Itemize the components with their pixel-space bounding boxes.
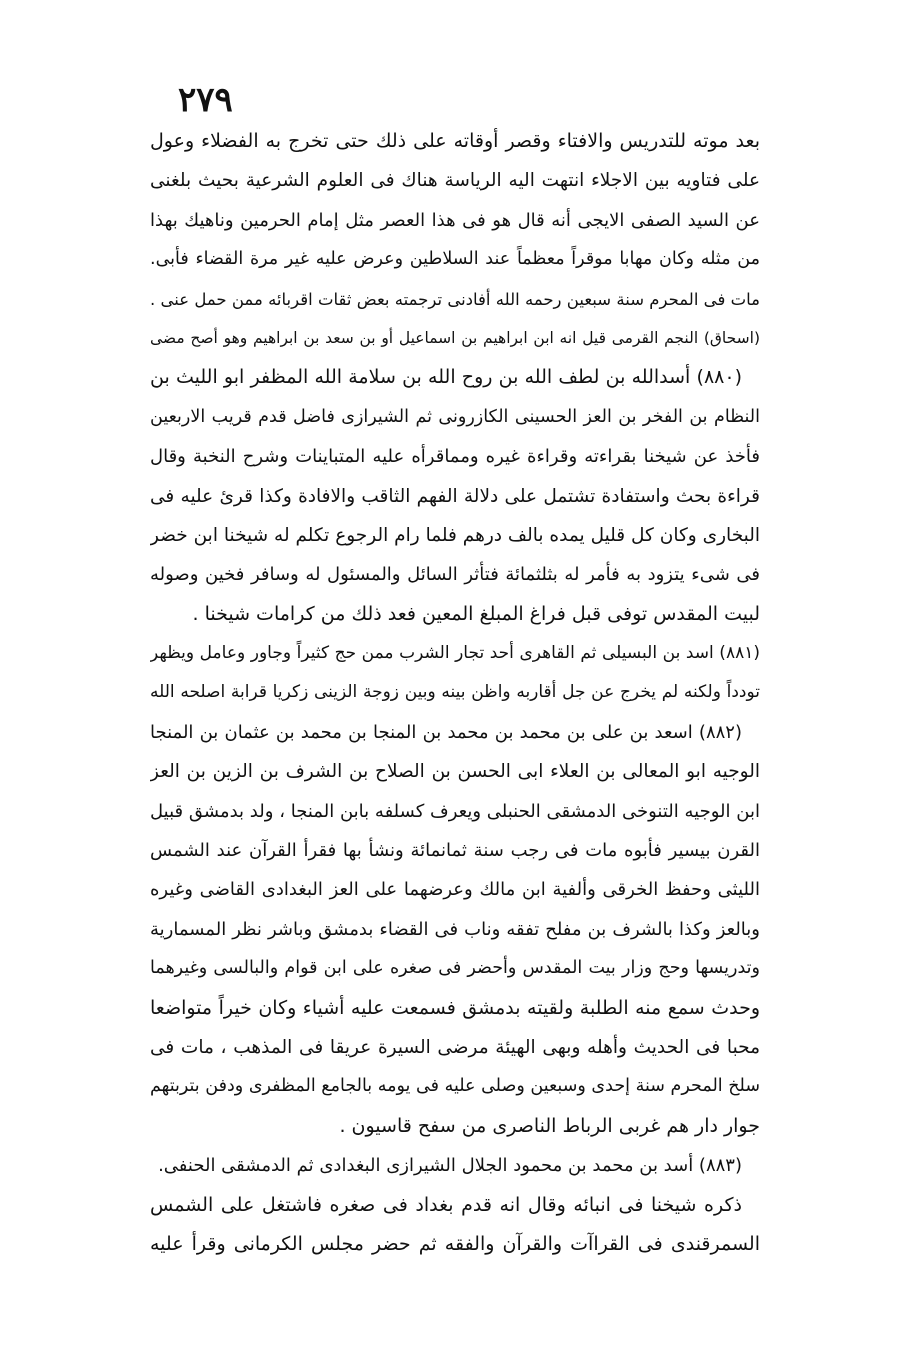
text-line: جوار دار هم غربى الرباط الناصرى من سفح قاسيون . (339, 1114, 760, 1137)
text-line: الوجيه ابو المعالى بن العلاء ابى الحسن بن الصلاح بن الشرف بن الزين بن العز (150, 761, 760, 783)
text-line: ابن الوجيه التنوخى الدمشقى الحنبلى ويعرف كسلفه بابن المنجا ، ولد بدمشق قبيل (150, 800, 760, 822)
text-line: ذكره شيخنا فى انبائه وقال انه قدم بغداد فى صغره فاشتغل على الشمس (150, 1193, 742, 1216)
text-line: محبا فى الحديث وأهله وبهى الهيئة مرضى السيرة عريقا فى المذهب ، مات فى (150, 1036, 760, 1058)
text-line: قراءة بحث واستفادة تشتمل على دلالة الفهم الثاقب والافادة وكذا قرئ عليه فى (150, 485, 760, 507)
text-line: بعد موته للتدريس والافتاء وقصر أوقاته على ذلك حتى تخرج به الفضلاء وعول (150, 130, 760, 152)
text-line: النظام بن الفخر بن العز الحسينى الكازرونى ثم الشيرازى فاضل قدم قريب الاربعين (150, 406, 760, 427)
text-line: وتدريسها وحج وزار بيت المقدس وأحضر فى صغره على ابن قوام والبالسى وغيرهما (150, 958, 760, 979)
text-line: القرن بيسير فأبوه مات فى رجب سنة ثمانمائة ونشأ بها فقرأ القرآن عند الشمس (150, 840, 760, 862)
text-line: من مثله وكان مهابا موقراً معظماً عند السلاطين وعرض عليه غير مرة القضاء فأبى. (150, 249, 760, 270)
text-line: (اسحاق) النجم القرمى قيل انه ابن ابراهيم بن اسماعيل أو بن سعد بن ابراهيم وهو أصح مضى (150, 328, 760, 347)
text-line: الليثى وحفظ الخرقى وألفية ابن مالك وعرضهما على العز البغدادى القاضى وغيره (150, 879, 760, 901)
text-line: فأخذ عن شيخنا بقراءته وقراءة غيره ومماقرأه عليه المتباينات وشرح النخبة وقال (150, 446, 760, 468)
entry-880-heading: (٨٨٠) أسدالله بن لطف الله بن روح الله بن سلامة الله المظفر ابو الليث بن (150, 366, 742, 389)
text-line: على فتاويه بين الاجلاء انتهت اليه الرياسة هناك فى العلوم الشرعية بحيث بلغنى (150, 170, 760, 192)
page-number: ٢٧٩ (178, 80, 233, 120)
text-line: البخارى وكان كل قليل يمده بالف درهم فلما رام الرجوع تكلم له شيخنا ابن خضر (150, 524, 760, 546)
text-line: سلخ المحرم سنة إحدى وسبعين وصلى عليه فى يومه بالجامع المظفرى ودفن بتربتهم (150, 1076, 760, 1097)
text-line: فى شىء يتزود به فأمر له بثلثمائة فتأثر السائل والمسئول له وسافر فخين وصوله (150, 564, 760, 586)
text-line: وحدث سمع منه الطلبة ولقيته بدمشق فسمعت عليه أشياء وكان خيراً متواضعا (150, 996, 760, 1019)
entry-881-heading: (٨٨١) اسد بن البسيلى ثم القاهرى أحد تجار الشرب ممن حج كثيراً وجاور وعامل ويظهر (150, 643, 760, 664)
text-line: عن السيد الصفى الايجى أنه قال هو فى هذا العصر مثل إمام الحرمين وناهيك بهذا (150, 209, 760, 231)
entry-882-heading: (٨٨٢) اسعد بن على بن محمد بن محمد بن المنجا بن محمد بن عثمان بن المنجا (150, 721, 742, 743)
text-line: السمرقندى فى القراآت والقرآن والفقه ثم حضر مجلس الكرمانى وقرأ عليه (150, 1232, 760, 1255)
text-line: تودداً ولكنه لم يخرج عن جل أقاربه واظن بينه وبين زوجة الزينى زكريا قرابة اصلحه الله (150, 682, 760, 703)
text-line: مات فى المحرم سنة سبعين رحمه الله أفادنى ترجمته بعض ثقات اقربائه ممن حمل عنى . (150, 289, 760, 309)
text-line: لبيت المقدس توفى قبل فراغ المبلغ المعين فعد ذلك من كرامات شيخنا . (192, 602, 760, 625)
body-text (150, 122, 760, 1264)
entry-883-heading: (٨٨٣) أسد بن محمد بن محمود الجلال الشيرازى البغدادى ثم الدمشقى الحنفى. (158, 1155, 742, 1177)
text-line: وبالعز وكذا بالشرف بن مفلح تفقه وناب فى القضاء بدمشق وباشر نظر المسمارية (150, 918, 760, 940)
